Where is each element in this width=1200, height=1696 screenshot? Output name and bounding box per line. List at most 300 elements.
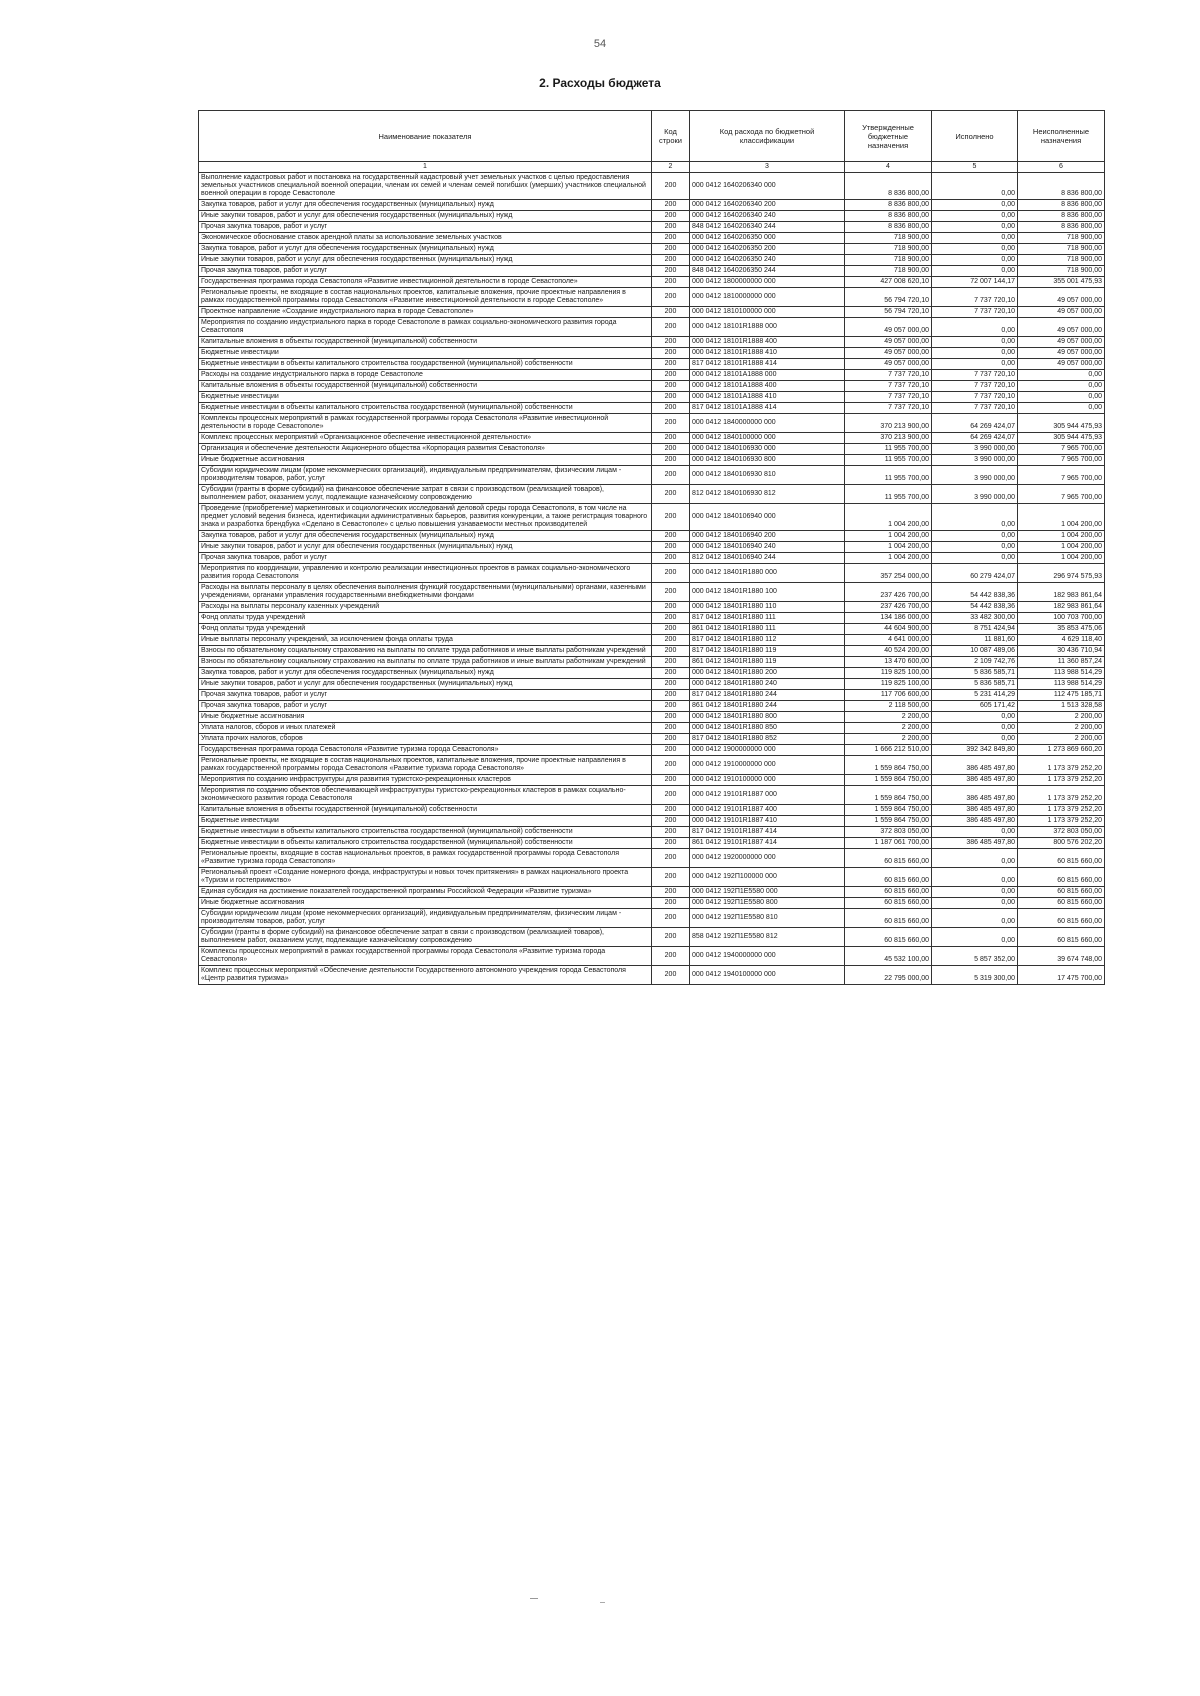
row-name: Иные закупки товаров, работ и услуг для обеспечения государственных (муниципальных) нужд [199,211,652,222]
row-approved: 119 825 100,00 [845,679,932,690]
row-executed: 0,00 [932,233,1018,244]
row-name: Взносы по обязательному социальному страхованию на выплаты по оплате труда работников и иные выплаты работникам учреждений [199,646,652,657]
row-line-code: 200 [652,679,690,690]
row-line-code: 200 [652,553,690,564]
row-approved: 1 559 864 750,00 [845,805,932,816]
row-unexecuted: 60 815 660,00 [1018,849,1105,868]
row-name: Бюджетные инвестиции в объекты капитального строительства государственной (муниципальной) собственности [199,359,652,370]
row-bk-code: 000 0412 192П100000 000 [690,868,845,887]
row-unexecuted: 35 853 475,06 [1018,624,1105,635]
row-approved: 60 815 660,00 [845,887,932,898]
row-approved: 718 900,00 [845,244,932,255]
row-name: Комплекс процессных мероприятий «Организационное обеспечение инвестиционной деятельности» [199,433,652,444]
table-row [199,466,1105,485]
row-line-code: 200 [652,318,690,337]
table-row [199,657,1105,668]
row-line-code: 200 [652,266,690,277]
row-approved: 49 057 000,00 [845,318,932,337]
row-unexecuted: 0,00 [1018,403,1105,414]
row-name: Единая субсидия на достижение показателей государственной программы Российской Федерации «Развитие туризма» [199,887,652,898]
table-row [199,947,1105,966]
table-row [199,277,1105,288]
row-name: Проведение (приобретение) маркетинговых и социологических исследований деловой среды города Севастополя, в том числе на предмет условий ведения бизнеса, идентификации административных барьеров, развития конкуренции, а также регистрация товарного знака и разработка брендбука «Сделано в Севастополе» с целью повышения узнаваемости местных производителей [199,504,652,531]
row-bk-code: 000 0412 18401R1880 000 [690,564,845,583]
row-bk-code: 861 0412 18401R1880 119 [690,657,845,668]
row-executed: 8 751 424,94 [932,624,1018,635]
row-bk-code: 000 0412 1640206340 240 [690,211,845,222]
row-approved: 1 004 200,00 [845,504,932,531]
row-bk-code: 000 0412 1840000000 000 [690,414,845,433]
table-row [199,370,1105,381]
row-line-code: 200 [652,734,690,745]
row-line-code: 200 [652,173,690,200]
row-line-code: 200 [652,827,690,838]
row-executed: 0,00 [932,244,1018,255]
row-name: Прочая закупка товаров, работ и услуг [199,266,652,277]
row-unexecuted: 49 057 000,00 [1018,307,1105,318]
row-approved: 8 836 800,00 [845,200,932,211]
row-approved: 1 004 200,00 [845,531,932,542]
row-unexecuted: 49 057 000,00 [1018,337,1105,348]
row-approved: 7 737 720,10 [845,392,932,403]
row-approved: 11 955 700,00 [845,444,932,455]
row-unexecuted: 0,00 [1018,392,1105,403]
table-row [199,624,1105,635]
row-line-code: 200 [652,745,690,756]
row-unexecuted: 7 965 700,00 [1018,444,1105,455]
row-unexecuted: 2 200,00 [1018,723,1105,734]
row-executed: 7 737 720,10 [932,403,1018,414]
row-unexecuted: 1 004 200,00 [1018,504,1105,531]
row-executed: 7 737 720,10 [932,288,1018,307]
row-line-code: 200 [652,947,690,966]
row-unexecuted: 1 004 200,00 [1018,542,1105,553]
row-name: Экономическое обоснование ставок арендной платы за использование земельных участков [199,233,652,244]
row-executed: 386 485 497,80 [932,816,1018,827]
table-row [199,414,1105,433]
row-bk-code: 000 0412 18101R1888 410 [690,348,845,359]
row-unexecuted: 60 815 660,00 [1018,909,1105,928]
scan-artifact [530,1598,538,1599]
row-executed: 2 109 742,76 [932,657,1018,668]
row-unexecuted: 49 057 000,00 [1018,359,1105,370]
row-line-code: 200 [652,668,690,679]
row-name: Взносы по обязательному социальному страхованию на выплаты по оплате труда работников и иные выплаты работникам учреждений [199,657,652,668]
row-name: Капитальные вложения в объекты государственной (муниципальной) собственности [199,381,652,392]
row-approved: 718 900,00 [845,266,932,277]
row-line-code: 200 [652,504,690,531]
row-approved: 60 815 660,00 [845,909,932,928]
row-line-code: 200 [652,887,690,898]
row-name: Прочая закупка товаров, работ и услуг [199,222,652,233]
row-name: Субсидии юридическим лицам (кроме некоммерческих организаций), индивидуальным предпринимателям, физическим лицам - производителям товаров, работ, услуг [199,909,652,928]
row-line-code: 200 [652,690,690,701]
table-row [199,233,1105,244]
row-unexecuted: 1 273 869 660,20 [1018,745,1105,756]
row-executed: 0,00 [932,359,1018,370]
row-executed: 5 231 414,29 [932,690,1018,701]
row-bk-code: 000 0412 192П1E5580 000 [690,887,845,898]
table-row [199,222,1105,233]
row-line-code: 200 [652,701,690,712]
table-row [199,433,1105,444]
row-unexecuted: 718 900,00 [1018,233,1105,244]
table-row [199,504,1105,531]
row-approved: 119 825 100,00 [845,668,932,679]
row-bk-code: 000 0412 1900000000 000 [690,745,845,756]
row-line-code: 200 [652,222,690,233]
row-approved: 11 955 700,00 [845,455,932,466]
row-unexecuted: 0,00 [1018,370,1105,381]
row-line-code: 200 [652,485,690,504]
row-name: Бюджетные инвестиции [199,348,652,359]
row-line-code: 200 [652,838,690,849]
row-line-code: 200 [652,211,690,222]
row-approved: 1 666 212 510,00 [845,745,932,756]
row-executed: 0,00 [932,504,1018,531]
row-bk-code: 000 0412 18101A1888 400 [690,381,845,392]
row-approved: 1 004 200,00 [845,553,932,564]
header-executed: Исполнено [932,111,1018,162]
row-approved: 44 604 900,00 [845,624,932,635]
row-name: Капитальные вложения в объекты государственной (муниципальной) собственности [199,337,652,348]
row-approved: 56 794 720,10 [845,307,932,318]
table-row [199,723,1105,734]
row-unexecuted: 100 703 700,00 [1018,613,1105,624]
table-row [199,635,1105,646]
row-approved: 40 524 200,00 [845,646,932,657]
row-bk-code: 000 0412 192П1E5580 800 [690,898,845,909]
row-bk-code: 817 0412 18101R1888 414 [690,359,845,370]
row-unexecuted: 113 988 514,29 [1018,668,1105,679]
row-unexecuted: 372 803 050,00 [1018,827,1105,838]
row-executed: 386 485 497,80 [932,786,1018,805]
table-row [199,838,1105,849]
column-number: 5 [932,162,1018,173]
row-name: Региональные проекты, не входящие в состав национальных проектов, капитальные вложения, прочие проектные направления в рамках государственной программы города Севастополя «Развитие инвестиционной деятельности в городе Севастополе» [199,288,652,307]
table-row [199,173,1105,200]
row-line-code: 200 [652,255,690,266]
row-unexecuted: 112 475 185,71 [1018,690,1105,701]
row-line-code: 200 [652,966,690,985]
header-bk-code: Код расхода по бюджетной классификации [690,111,845,162]
table-row [199,668,1105,679]
row-executed: 64 269 424,07 [932,433,1018,444]
table-row [199,266,1105,277]
row-bk-code: 000 0412 18401R1880 800 [690,712,845,723]
row-name: Комплекс процессных мероприятий «Обеспечение деятельности Государственного автономного учреждения города Севастополя «Центр развития туризма» [199,966,652,985]
table-row [199,966,1105,985]
table-row [199,928,1105,947]
row-executed: 392 342 849,80 [932,745,1018,756]
table-row [199,542,1105,553]
row-unexecuted: 0,00 [1018,381,1105,392]
row-line-code: 200 [652,337,690,348]
row-bk-code: 000 0412 18401R1880 850 [690,723,845,734]
row-unexecuted: 1 173 379 252,20 [1018,816,1105,827]
row-line-code: 200 [652,564,690,583]
row-executed: 7 737 720,10 [932,307,1018,318]
row-line-code: 200 [652,723,690,734]
row-bk-code: 000 0412 1840106930 810 [690,466,845,485]
row-bk-code: 000 0412 1840100000 000 [690,433,845,444]
row-line-code: 200 [652,712,690,723]
row-line-code: 200 [652,233,690,244]
row-name: Фонд оплаты труда учреждений [199,613,652,624]
row-executed: 5 836 585,71 [932,668,1018,679]
row-executed: 0,00 [932,868,1018,887]
row-unexecuted: 2 200,00 [1018,712,1105,723]
row-line-code: 200 [652,348,690,359]
row-executed: 0,00 [932,337,1018,348]
row-approved: 7 737 720,10 [845,381,932,392]
row-line-code: 200 [652,359,690,370]
table-row [199,211,1105,222]
row-executed: 64 269 424,07 [932,414,1018,433]
row-name: Иные бюджетные ассигнования [199,455,652,466]
row-unexecuted: 39 674 748,00 [1018,947,1105,966]
row-bk-code: 000 0412 1840106940 240 [690,542,845,553]
table-row [199,690,1105,701]
table-row [199,775,1105,786]
table-row [199,455,1105,466]
row-unexecuted: 305 944 475,93 [1018,414,1105,433]
row-line-code: 200 [652,288,690,307]
row-executed: 7 737 720,10 [932,381,1018,392]
row-bk-code: 000 0412 1940000000 000 [690,947,845,966]
row-bk-code: 000 0412 18401R1880 240 [690,679,845,690]
row-approved: 56 794 720,10 [845,288,932,307]
row-bk-code: 000 0412 18101R1888 400 [690,337,845,348]
row-line-code: 200 [652,403,690,414]
row-executed: 10 087 489,06 [932,646,1018,657]
row-bk-code: 000 0412 18101A1888 000 [690,370,845,381]
table-row [199,553,1105,564]
table-row [199,712,1105,723]
row-unexecuted: 7 965 700,00 [1018,466,1105,485]
row-name: Субсидии (гранты в форме субсидий) на финансовое обеспечение затрат в связи с производством (реализацией товаров), выполнением работ, оказанием услуг, подлежащие казначейскому сопровождению [199,928,652,947]
table-row [199,868,1105,887]
row-bk-code: 817 0412 18401R1880 244 [690,690,845,701]
row-bk-code: 817 0412 18101A1888 414 [690,403,845,414]
row-executed: 3 990 000,00 [932,485,1018,504]
row-executed: 7 737 720,10 [932,370,1018,381]
row-executed: 3 990 000,00 [932,444,1018,455]
row-approved: 117 706 600,00 [845,690,932,701]
row-name: Субсидии юридическим лицам (кроме некоммерческих организаций), индивидуальным предпринимателям, физическим лицам - производителям товаров, работ, услуг [199,466,652,485]
row-executed: 0,00 [932,909,1018,928]
row-bk-code: 000 0412 19101R1887 410 [690,816,845,827]
row-unexecuted: 17 475 700,00 [1018,966,1105,985]
row-name: Фонд оплаты труда учреждений [199,624,652,635]
table-row [199,244,1105,255]
row-approved: 718 900,00 [845,255,932,266]
row-bk-code: 000 0412 1800000000 000 [690,277,845,288]
row-approved: 718 900,00 [845,233,932,244]
row-line-code: 200 [652,392,690,403]
row-approved: 7 737 720,10 [845,370,932,381]
row-executed: 0,00 [932,266,1018,277]
row-line-code: 200 [652,657,690,668]
row-unexecuted: 718 900,00 [1018,255,1105,266]
row-approved: 357 254 000,00 [845,564,932,583]
row-approved: 45 532 100,00 [845,947,932,966]
row-approved: 60 815 660,00 [845,928,932,947]
row-line-code: 200 [652,613,690,624]
row-executed: 386 485 497,80 [932,775,1018,786]
row-unexecuted: 30 436 710,94 [1018,646,1105,657]
row-approved: 49 057 000,00 [845,337,932,348]
row-bk-code: 000 0412 1910000000 000 [690,756,845,775]
row-approved: 1 559 864 750,00 [845,756,932,775]
column-number: 1 [199,162,652,173]
row-name: Проектное направление «Создание индустриального парка в городе Севастополе» [199,307,652,318]
table-row [199,564,1105,583]
row-bk-code: 861 0412 19101R1887 414 [690,838,845,849]
row-executed: 5 836 585,71 [932,679,1018,690]
row-executed: 0,00 [932,173,1018,200]
row-unexecuted: 800 576 202,20 [1018,838,1105,849]
header-line-code: Код строки [652,111,690,162]
row-name: Выполнение кадастровых работ и постановка на государственный кадастровый учет земельных участков с целью предоставления земельных участников специальной военной операции, членам их семей и членам семей погибших (умерших) участников специальной военной операции в городе Севастополе [199,173,652,200]
row-name: Расходы на выплаты персоналу в целях обеспечения выполнения функций государственными (муниципальными) органами, казенными учреждениями, органами управления государственными внебюджетными фондами [199,583,652,602]
table-row [199,602,1105,613]
row-line-code: 200 [652,624,690,635]
row-name: Мероприятия по созданию инфраструктуры для развития туристско-рекреационных кластеров [199,775,652,786]
row-name: Иные закупки товаров, работ и услуг для обеспечения государственных (муниципальных) нужд [199,255,652,266]
row-approved: 2 118 500,00 [845,701,932,712]
row-approved: 370 213 900,00 [845,433,932,444]
row-line-code: 200 [652,775,690,786]
table-row [199,887,1105,898]
row-approved: 11 955 700,00 [845,466,932,485]
row-name: Прочая закупка товаров, работ и услуг [199,690,652,701]
row-line-code: 200 [652,244,690,255]
table-row [199,307,1105,318]
row-approved: 4 641 000,00 [845,635,932,646]
row-line-code: 200 [652,200,690,211]
row-name: Региональные проекты, входящие в состав национальных проектов, в рамках государственной программы города Севастополя «Развитие туризма города Севастополя» [199,849,652,868]
table-row [199,392,1105,403]
row-executed: 386 485 497,80 [932,805,1018,816]
row-unexecuted: 305 944 475,93 [1018,433,1105,444]
table-row [199,734,1105,745]
row-executed: 0,00 [932,348,1018,359]
row-executed: 54 442 838,36 [932,583,1018,602]
row-approved: 2 200,00 [845,734,932,745]
row-name: Капитальные вложения в объекты государственной (муниципальной) собственности [199,805,652,816]
table-body [199,162,1105,985]
row-bk-code: 817 0412 18401R1880 111 [690,613,845,624]
row-approved: 1 559 864 750,00 [845,786,932,805]
table-row [199,337,1105,348]
row-unexecuted: 60 815 660,00 [1018,868,1105,887]
row-line-code: 200 [652,381,690,392]
table-row [199,444,1105,455]
table-row [199,756,1105,775]
row-bk-code: 848 0412 1640206350 244 [690,266,845,277]
row-executed: 11 881,60 [932,635,1018,646]
row-approved: 370 213 900,00 [845,414,932,433]
table-row [199,255,1105,266]
row-line-code: 200 [652,455,690,466]
row-unexecuted: 1 004 200,00 [1018,553,1105,564]
row-unexecuted: 4 629 118,40 [1018,635,1105,646]
row-bk-code: 000 0412 1940100000 000 [690,966,845,985]
row-bk-code: 000 0412 1840106930 800 [690,455,845,466]
row-executed: 0,00 [932,898,1018,909]
row-executed: 7 737 720,10 [932,392,1018,403]
row-executed: 54 442 838,36 [932,602,1018,613]
row-name: Расходы на выплаты персоналу казенных учреждений [199,602,652,613]
row-executed: 0,00 [932,200,1018,211]
row-unexecuted: 60 815 660,00 [1018,928,1105,947]
row-line-code: 200 [652,602,690,613]
row-name: Организация и обеспечение деятельности Акционерного общества «Корпорация развития Севастополя» [199,444,652,455]
table-row [199,805,1105,816]
row-approved: 11 955 700,00 [845,485,932,504]
row-executed: 0,00 [932,211,1018,222]
row-name: Иные закупки товаров, работ и услуг для обеспечения государственных (муниципальных) нужд [199,542,652,553]
table-row [199,381,1105,392]
row-approved: 49 057 000,00 [845,359,932,370]
row-unexecuted: 60 815 660,00 [1018,887,1105,898]
row-name: Комплексы процессных мероприятий в рамках государственной программы города Севастополя «Развитие инвестиционной деятельности в городе Севастополе» [199,414,652,433]
column-number: 3 [690,162,845,173]
table-header-row [199,111,1105,162]
header-unexecuted: Неисполненные назначения [1018,111,1105,162]
row-line-code: 200 [652,542,690,553]
table-row [199,403,1105,414]
row-name: Иные закупки товаров, работ и услуг для обеспечения государственных (муниципальных) нужд [199,679,652,690]
row-name: Мероприятия по координации, управлению и контролю реализации инвестиционных проектов в рамках социально-экономического развития города Севастополя [199,564,652,583]
row-executed: 0,00 [932,222,1018,233]
row-executed: 0,00 [932,734,1018,745]
row-name: Государственная программа города Севастополя «Развитие туризма города Севастополя» [199,745,652,756]
row-bk-code: 000 0412 1810000000 000 [690,288,845,307]
row-bk-code: 000 0412 1910100000 000 [690,775,845,786]
table-row [199,898,1105,909]
row-line-code: 200 [652,444,690,455]
table-row [199,288,1105,307]
row-approved: 427 008 620,10 [845,277,932,288]
row-executed: 386 485 497,80 [932,756,1018,775]
row-unexecuted: 1 173 379 252,20 [1018,805,1105,816]
row-bk-code: 000 0412 1920000000 000 [690,849,845,868]
row-unexecuted: 8 836 800,00 [1018,211,1105,222]
row-line-code: 200 [652,466,690,485]
row-executed: 0,00 [932,712,1018,723]
row-unexecuted: 718 900,00 [1018,244,1105,255]
row-name: Прочая закупка товаров, работ и услуг [199,701,652,712]
row-bk-code: 000 0412 1810100000 000 [690,307,845,318]
row-executed: 0,00 [932,542,1018,553]
row-unexecuted: 60 815 660,00 [1018,898,1105,909]
row-unexecuted: 49 057 000,00 [1018,348,1105,359]
row-bk-code: 000 0412 1840106930 000 [690,444,845,455]
row-approved: 2 200,00 [845,712,932,723]
row-bk-code: 861 0412 18401R1880 244 [690,701,845,712]
row-executed: 0,00 [932,887,1018,898]
row-executed: 0,00 [932,318,1018,337]
row-bk-code: 000 0412 18401R1880 200 [690,668,845,679]
row-unexecuted: 2 200,00 [1018,734,1105,745]
row-bk-code: 000 0412 1640206350 000 [690,233,845,244]
row-approved: 60 815 660,00 [845,868,932,887]
row-name: Региональный проект «Создание номерного фонда, инфраструктуры и новых точек притяжения» в рамках национального проекта «Туризм и гостеприимство» [199,868,652,887]
row-executed: 72 007 144,17 [932,277,1018,288]
row-name: Уплата прочих налогов, сборов [199,734,652,745]
